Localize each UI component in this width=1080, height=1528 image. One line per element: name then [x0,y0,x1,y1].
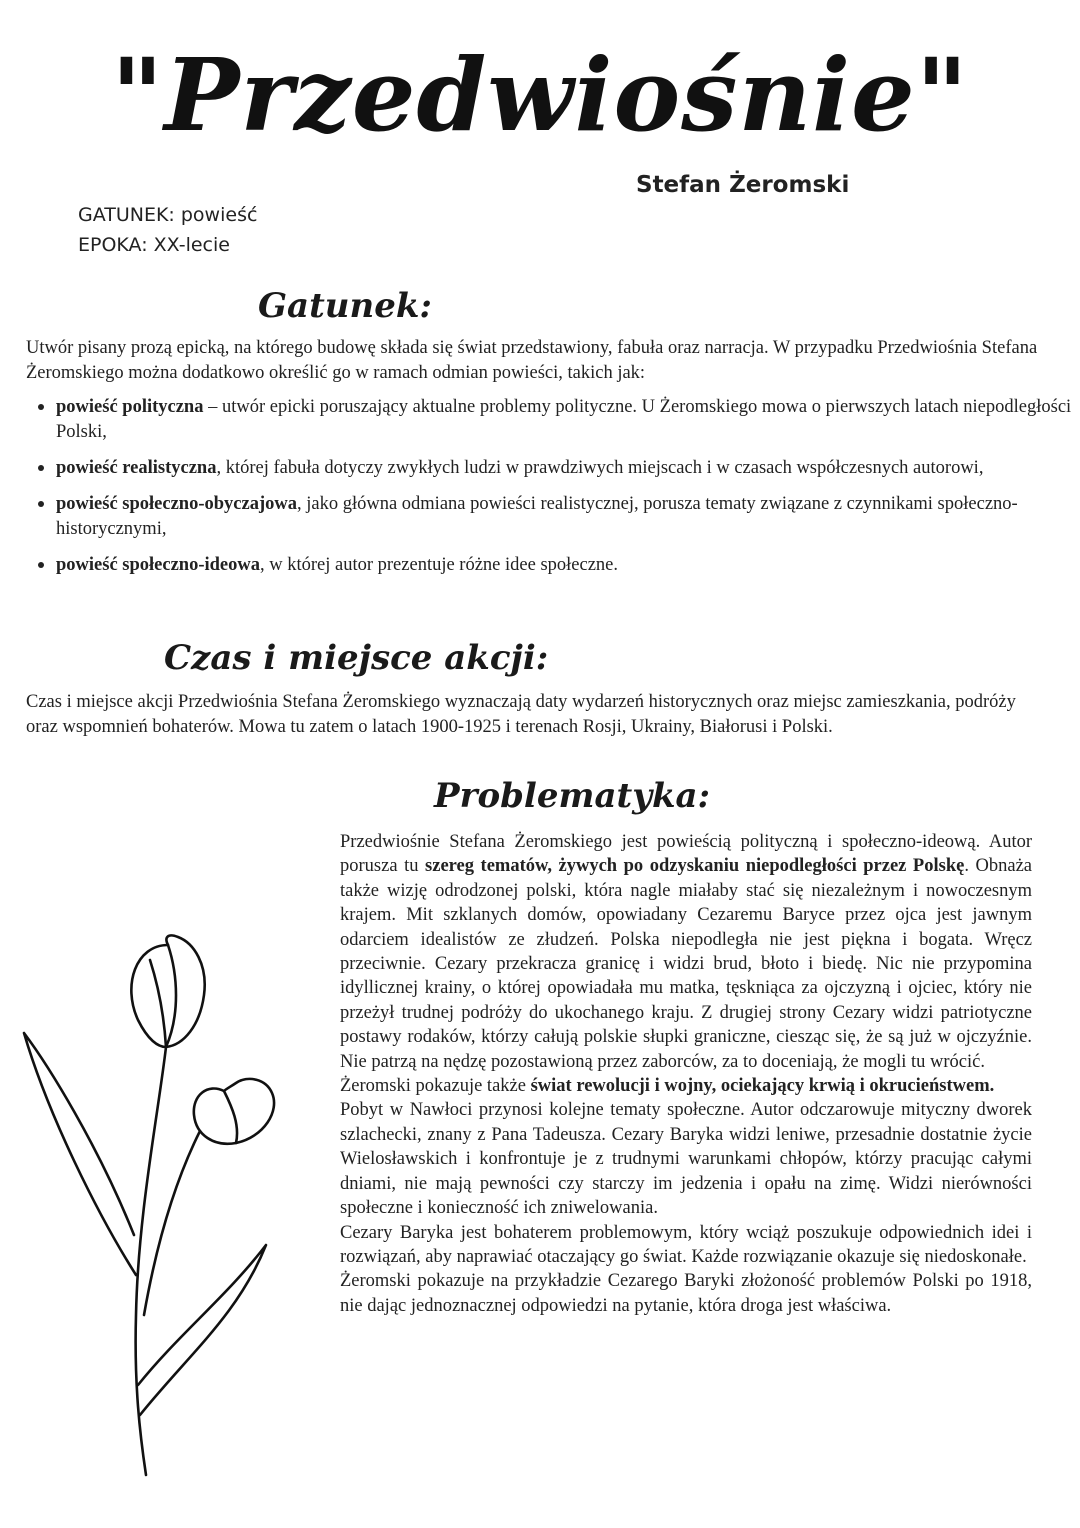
meta-info [78,200,257,260]
tulip-illustration-icon [18,915,318,1485]
page-title: "Przedwiośnie" [111,36,969,154]
list-item-term: powieść społeczno-ideowa [56,555,260,575]
tulip-petal-line [166,945,176,1047]
problems-paragraph: Pobyt w Nawłoci przynosi kolejne tematy społeczne. Autor odczarowuje mityczny dworek szlachecki, znany z Pana Tadeusza. Cezary Baryka widzi leniwe, przesadnie dostatnie życie Wielosławskich i konfrontuje je z trudnymi warunkami chłopów, którzy pracując całymi dniami, nie mają pewności czy starczy im jedzenia i opału na zimę. Widzi nierówności społeczne i konieczność ich zniwelowania. [340,1100,1032,1219]
time-place-heading: Czas i miejsce akcji: [164,638,549,678]
text-run: . Obnaża także wizję odrodzonej polski, która nagle miałaby stać się niezależnym i nowoczesnym krajem. Mit szklanych domów, opowiadany Cezaremu Baryce przez ojca jest jawnym odarciem idealistów ze złudzeń. Polska niepodległa nie jest piękna i bogata. Wręcz przeciwnie. Cezary przekracza granicę i widzi brud, błoto i biedę. Nic nie przypomina idyllicznej krainy, o której opowiadała mu matka, tęskniąca za ojczyzną i ojciec, który nie przeżył trudnej podróży do ukochanego kraju. Z drugiej strony Cezary widzi patriotyczne postawy rodaków, którzy całują polskie słupki graniczne, ciesząc się, że są już w ojczyźnie. Nie patrzą na nędzę pozostawioną przez zaborców, za to doceniają, że mogli tu wrócić. [340,856,1032,1072]
list-item-desc: , w której autor prezentuje różne idee społeczne. [260,555,619,575]
genre-heading: Gatunek: [258,286,432,326]
meta-genre: GATUNEK: powieść [78,204,258,226]
tulip-petal-line [150,960,166,1047]
time-place-text: Czas i miejsce akcji Przedwiośnia Stefana Żeromskiego wyznaczają daty wydarzeń historycznych oraz miejsc zamieszkania, podróży oraz wspomnień bohaterów. Mowa tu zatem o latach 1900-1925 i terenach Rosji, Ukrainy, Białorusi i Polski. [26,692,1016,737]
list-item-term: powieść społeczno-obyczajowa [56,494,297,514]
tulip-leaf-left [24,1033,136,1275]
list-item-term: powieść realistyczna [56,458,217,478]
problems-paragraph [340,1074,1032,1098]
author-name: Stefan Żeromski [636,172,850,198]
text-run: Żeromski pokazuje także [340,1076,531,1097]
tulip-stem-second [144,1131,200,1315]
list-item [56,552,1080,578]
list-item-desc: , której fabuła dotyczy zwykłych ludzi w prawdziwych miejscach i w czasach współczesnych autorowi, [216,458,984,478]
text-run-bold: szereg tematów, żywych po odzyskaniu niepodległości przez Polskę [425,856,965,877]
list-item-desc: – utwór epicki poruszający aktualne problemy polityczne. U Żeromskiego mowa o pierwszych latach niepodległości Polski, [56,397,1072,442]
genre-list [26,394,1080,588]
text-run-bold: świat rewolucji i wojny, ociekający krwią i okrucieństwem. [530,1076,995,1097]
tulip-bloom-upper [131,935,204,1047]
list-item [56,455,1080,481]
problems-heading: Problematyka: [434,776,711,816]
meta-era: EPOKA: XX-lecie [78,234,230,256]
list-item [56,394,1080,445]
list-item-desc: , jako główna odmiana powieści realistycznej, porusza tematy związane z czynnikami społeczno-historycznymi, [56,494,1018,539]
problems-paragraph [340,830,1032,1074]
genre-intro: Utwór pisany prozą epicką, na którego budowę składa się świat przedstawiony, fabuła oraz narracja. W przypadku Przedwiośnia Stefana Żeromskiego można dodatkowo określić go w ramach odmian powieści, takich jak: [26,338,1038,383]
problems-text [340,830,1032,1318]
tulip-stem-main [136,1047,166,1475]
problems-paragraph: Cezary Baryka jest bohaterem problemowym, który wciąż poszukuje odpowiednich idei i rozwiązań, aby naprawiać otaczający go świat. Każde rozwiązanie okazuje się niedoskonałe. [340,1222,1032,1267]
tulip-leaf-right [138,1245,266,1415]
list-item-term: powieść polityczna [56,397,204,417]
list-item [56,491,1080,542]
text-run: Przedwiośnie Stefana Żeromskiego jest powieścią polityczną i społeczno-ideową. Autor porusza tu [340,832,1032,877]
problems-paragraph: Żeromski pokazuje na przykładzie Cezarego Baryki złożoność problemów Polski po 1918, nie dając jednoznacznej odpowiedzi na pytanie, która droga jest właściwa. [340,1271,1032,1316]
tulip-petal-line [224,1091,237,1143]
